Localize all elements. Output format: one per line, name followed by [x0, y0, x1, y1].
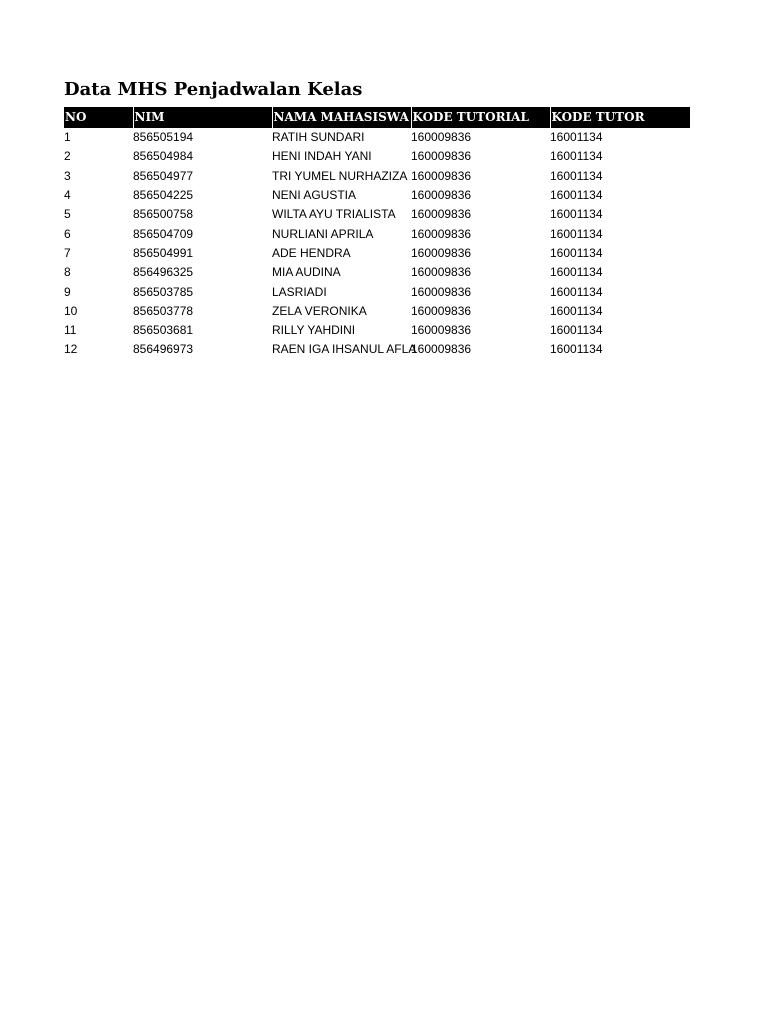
cell-kode-tutor: 16001134 [550, 303, 603, 318]
cell-nama: TRI YUMEL NURHAZIZA [272, 168, 408, 183]
table-row [64, 147, 690, 166]
header-kode-tutor: KODE TUTOR [550, 107, 690, 128]
cell-kode-tutor: 16001134 [550, 149, 603, 164]
table-row [64, 186, 690, 205]
cell-kode-tutorial: 160009836 [411, 130, 472, 145]
header-nama-mahasiswa: NAMA MAHASISWA [272, 107, 411, 128]
cell-nama: ADE HENDRA [272, 245, 351, 260]
cell-kode-tutorial: 160009836 [411, 342, 472, 357]
cell-no: 12 [64, 342, 78, 357]
cell-nama: LASRIADI [272, 284, 327, 299]
cell-nama: WILTA AYU TRIALISTA [272, 207, 396, 222]
cell-kode-tutor: 16001134 [550, 245, 603, 260]
page-title: Data MHS Penjadwalan Kelas [64, 79, 363, 100]
cell-kode-tutor: 16001134 [550, 188, 603, 203]
cell-kode-tutorial: 160009836 [411, 207, 472, 222]
table-row [64, 263, 690, 282]
cell-nim: 856504225 [133, 188, 194, 203]
sheet [64, 78, 690, 360]
cell-nama: HENI INDAH YANI [272, 149, 372, 164]
cell-kode-tutor: 16001134 [550, 130, 603, 145]
table-row [64, 244, 690, 263]
cell-no: 3 [64, 168, 71, 183]
cell-kode-tutor: 16001134 [550, 207, 603, 222]
cell-nama: RATIH SUNDARI [272, 130, 365, 145]
cell-kode-tutor: 16001134 [550, 284, 603, 299]
cell-kode-tutorial: 160009836 [411, 245, 472, 260]
cell-kode-tutor: 16001134 [550, 342, 603, 357]
cell-nim: 856503785 [133, 284, 194, 299]
cell-nim: 856500758 [133, 207, 194, 222]
student-table [64, 107, 690, 360]
cell-nim: 856505194 [133, 130, 194, 145]
table-row [64, 302, 690, 321]
cell-nama: NURLIANI APRILA [272, 226, 374, 241]
cell-kode-tutorial: 160009836 [411, 303, 472, 318]
cell-nim: 856503778 [133, 303, 194, 318]
table-row [64, 321, 690, 340]
cell-no: 6 [64, 226, 71, 241]
cell-nim: 856504984 [133, 149, 194, 164]
cell-kode-tutorial: 160009836 [411, 323, 472, 338]
table-row [64, 282, 690, 301]
cell-kode-tutorial: 160009836 [411, 226, 472, 241]
cell-no: 5 [64, 207, 71, 222]
cell-nim: 856504709 [133, 226, 194, 241]
cell-kode-tutorial: 160009836 [411, 168, 472, 183]
cell-no: 9 [64, 284, 71, 299]
cell-no: 7 [64, 245, 71, 260]
cell-no: 11 [64, 323, 77, 338]
cell-no: 10 [64, 303, 78, 318]
cell-kode-tutorial: 160009836 [411, 265, 472, 280]
cell-kode-tutor: 16001134 [550, 265, 603, 280]
table-row [64, 340, 690, 359]
cell-nama: RAEN IGA IHSANUL AFLA [272, 342, 417, 357]
cell-nama: NENI AGUSTIA [272, 188, 357, 203]
cell-kode-tutor: 16001134 [550, 226, 603, 241]
cell-no: 8 [64, 265, 71, 280]
cell-kode-tutorial: 160009836 [411, 284, 472, 299]
cell-nim: 856503681 [133, 323, 194, 338]
cell-kode-tutorial: 160009836 [411, 188, 472, 203]
table-row [64, 167, 690, 186]
table-row [64, 205, 690, 224]
cell-nama: MIA AUDINA [272, 265, 341, 280]
cell-nim: 856496325 [133, 265, 194, 280]
cell-nama: ZELA VERONIKA [272, 303, 367, 318]
cell-nim: 856496973 [133, 342, 194, 357]
cell-nim: 856504977 [133, 168, 194, 183]
cell-nama: RILLY YAHDINI [272, 323, 356, 338]
table-row [64, 224, 690, 243]
header-no: NO [64, 107, 133, 128]
cell-kode-tutor: 16001134 [550, 323, 603, 338]
table-body [64, 128, 690, 360]
cell-kode-tutorial: 160009836 [411, 149, 472, 164]
cell-no: 2 [64, 149, 71, 164]
header-kode-tutorial: KODE TUTORIAL [411, 107, 550, 128]
header-nim: NIM [133, 107, 272, 128]
table-header-row [64, 107, 690, 128]
cell-nim: 856504991 [133, 245, 194, 260]
cell-no: 4 [64, 188, 71, 203]
cell-kode-tutor: 16001134 [550, 168, 603, 183]
table-row [64, 128, 690, 147]
cell-no: 1 [64, 130, 71, 145]
